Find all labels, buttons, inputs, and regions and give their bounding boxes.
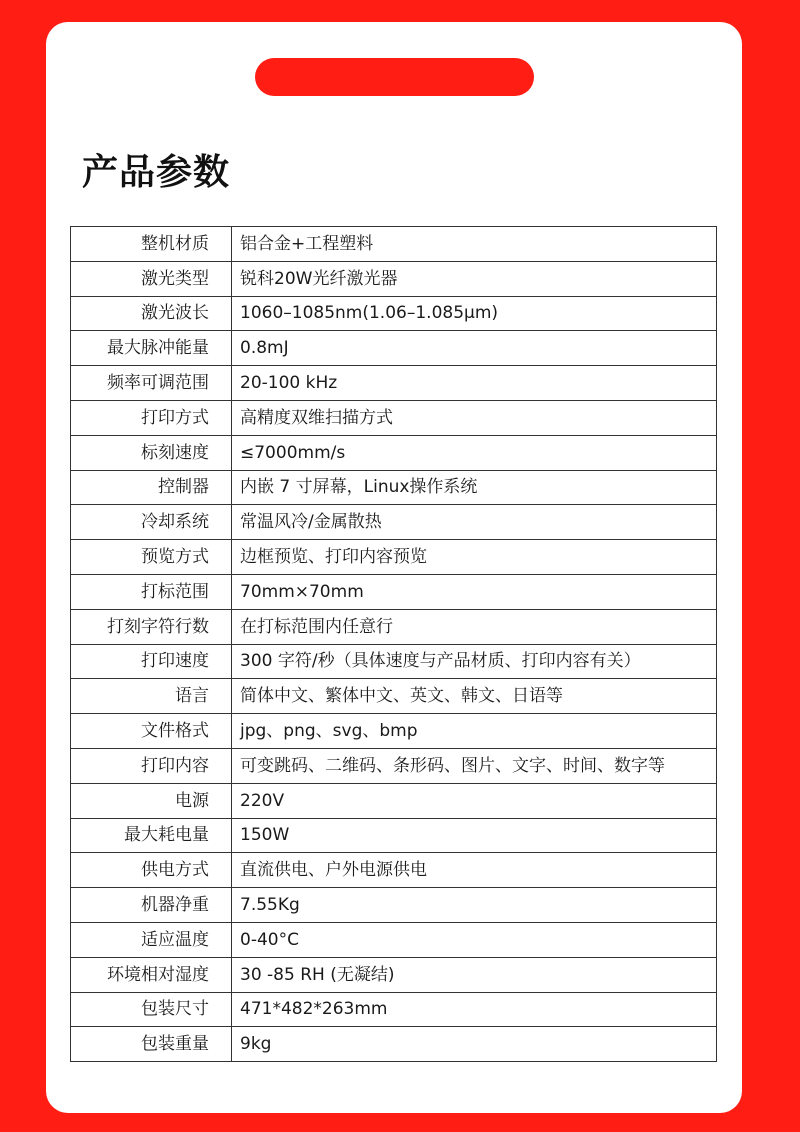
spec-value: 高精度双维扫描方式 bbox=[232, 400, 717, 435]
table-row bbox=[71, 366, 717, 401]
spec-label: 冷却系统 bbox=[71, 505, 232, 540]
table-row bbox=[71, 853, 717, 888]
table-row bbox=[71, 331, 717, 366]
spec-value: 20-100 kHz bbox=[232, 366, 717, 401]
table-row bbox=[71, 540, 717, 575]
spec-value: 9kg bbox=[232, 1027, 717, 1062]
spec-value: 铝合金+工程塑料 bbox=[232, 227, 717, 262]
spec-label: 打印方式 bbox=[71, 400, 232, 435]
spec-value: 简体中文、繁体中文、英文、韩文、日语等 bbox=[232, 679, 717, 714]
spec-value: 150W bbox=[232, 818, 717, 853]
spec-label: 标刻速度 bbox=[71, 435, 232, 470]
spec-label: 最大耗电量 bbox=[71, 818, 232, 853]
table-row bbox=[71, 435, 717, 470]
spec-table bbox=[70, 226, 717, 1062]
spec-value: 在打标范围内任意行 bbox=[232, 609, 717, 644]
spec-card bbox=[46, 22, 742, 1113]
table-row bbox=[71, 888, 717, 923]
spec-label: 适应温度 bbox=[71, 922, 232, 957]
spec-value: 30 -85 RH (无凝结) bbox=[232, 957, 717, 992]
spec-label: 预览方式 bbox=[71, 540, 232, 575]
table-row bbox=[71, 957, 717, 992]
table-row bbox=[71, 818, 717, 853]
spec-value: 0-40°C bbox=[232, 922, 717, 957]
table-row bbox=[71, 261, 717, 296]
table-row bbox=[71, 714, 717, 749]
spec-value: 边框预览、打印内容预览 bbox=[232, 540, 717, 575]
table-row bbox=[71, 644, 717, 679]
table-row bbox=[71, 505, 717, 540]
spec-value: 300 字符/秒（具体速度与产品材质、打印内容有关） bbox=[232, 644, 717, 679]
table-row bbox=[71, 400, 717, 435]
spec-label: 打印速度 bbox=[71, 644, 232, 679]
spec-label: 包装尺寸 bbox=[71, 992, 232, 1027]
spec-value: 直流供电、户外电源供电 bbox=[232, 853, 717, 888]
table-row bbox=[71, 992, 717, 1027]
table-row bbox=[71, 679, 717, 714]
spec-label: 激光类型 bbox=[71, 261, 232, 296]
spec-label: 包装重量 bbox=[71, 1027, 232, 1062]
spec-label: 机器净重 bbox=[71, 888, 232, 923]
spec-label: 打标范围 bbox=[71, 574, 232, 609]
table-row bbox=[71, 227, 717, 262]
spec-label: 语言 bbox=[71, 679, 232, 714]
spec-value: 471*482*263mm bbox=[232, 992, 717, 1027]
table-row bbox=[71, 1027, 717, 1062]
table-row bbox=[71, 922, 717, 957]
spec-label: 打刻字符行数 bbox=[71, 609, 232, 644]
spec-value: ≤7000mm/s bbox=[232, 435, 717, 470]
header-pill-decoration bbox=[255, 58, 534, 96]
spec-value: 1060–1085nm(1.06–1.085µm) bbox=[232, 296, 717, 331]
spec-value: jpg、png、svg、bmp bbox=[232, 714, 717, 749]
table-row bbox=[71, 609, 717, 644]
spec-value: 7.55Kg bbox=[232, 888, 717, 923]
spec-value: 70mm×70mm bbox=[232, 574, 717, 609]
table-row bbox=[71, 783, 717, 818]
spec-label: 打印内容 bbox=[71, 748, 232, 783]
spec-label: 控制器 bbox=[71, 470, 232, 505]
spec-value: 常温风冷/金属散热 bbox=[232, 505, 717, 540]
spec-value: 220V bbox=[232, 783, 717, 818]
table-row bbox=[71, 470, 717, 505]
spec-label: 供电方式 bbox=[71, 853, 232, 888]
spec-value: 0.8mJ bbox=[232, 331, 717, 366]
spec-label: 整机材质 bbox=[71, 227, 232, 262]
spec-label: 激光波长 bbox=[71, 296, 232, 331]
table-row bbox=[71, 296, 717, 331]
table-row bbox=[71, 748, 717, 783]
page-title: 产品参数 bbox=[82, 152, 231, 193]
spec-label: 电源 bbox=[71, 783, 232, 818]
spec-label: 环境相对湿度 bbox=[71, 957, 232, 992]
spec-label: 频率可调范围 bbox=[71, 366, 232, 401]
spec-label: 文件格式 bbox=[71, 714, 232, 749]
spec-label: 最大脉冲能量 bbox=[71, 331, 232, 366]
spec-table-body bbox=[71, 227, 717, 1062]
spec-value: 内嵌 7 寸屏幕，Linux操作系统 bbox=[232, 470, 717, 505]
spec-value: 可变跳码、二维码、条形码、图片、文字、时间、数字等 bbox=[232, 748, 717, 783]
spec-value: 锐科20W光纤激光器 bbox=[232, 261, 717, 296]
table-row bbox=[71, 574, 717, 609]
